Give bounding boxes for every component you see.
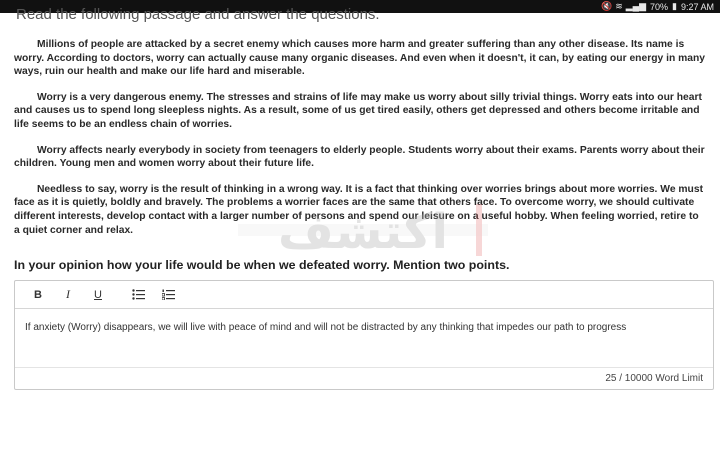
word-limit-footer — [15, 367, 713, 389]
passage-paragraph: Worry affects nearly everybody in society from teenagers to elderly people. Students worry about their exams. Parents worry about their children. Young men and women worry about their future life. — [14, 144, 705, 170]
underline-button[interactable]: U — [94, 288, 102, 301]
bulleted-list-icon[interactable] — [125, 285, 151, 305]
battery-icon: ▮ — [672, 1, 677, 11]
editor-toolbar — [15, 281, 713, 309]
reading-passage — [14, 38, 706, 249]
numbered-list-icon[interactable] — [155, 285, 181, 305]
status-icons — [601, 1, 646, 12]
answer-textarea[interactable]: If anxiety (Worry) disappears, we will live with peace of mind and will not be distracted by any thinking that impedes our path to progress — [25, 322, 627, 333]
page-heading: Read the following passage and answer the questions. — [16, 6, 380, 23]
clock: 9:27 AM — [680, 1, 714, 12]
question-text: In your opinion how your life would be when we defeated worry. Mention two points. — [14, 258, 510, 272]
word-count: 25 / 10000 Word Limit — [605, 373, 703, 384]
wifi-icon: ≋ — [615, 1, 623, 11]
answer-editor — [14, 280, 714, 390]
battery-level: 70% — [650, 1, 669, 12]
watermark-text: اكتشف — [278, 204, 448, 260]
bold-button[interactable]: B — [34, 288, 42, 301]
passage-paragraph: Millions of people are attacked by a secret enemy which causes more harm and greater suffering than any other disease. Its name is worry. According to doctors, worry can actually cause many organic diseases. And even when it doesn't, it can, by eating our energy in many ways, ruin our health and make our life hard and miserable. — [14, 39, 705, 78]
passage-paragraph: Worry is a very dangerous enemy. The stresses and strains of life may make us worry about silly trivial things. Worry eats into our heart and causes us to spend long sleepless nights. As a result, some of us get tired easily, others get depressed and others become irritable and life seems to be an endless chain of worries. — [14, 91, 702, 130]
signal-icon: ▂▄▆ — [625, 1, 646, 11]
passage-paragraph: Needless to say, worry is the result of thinking in a wrong way. It is a fact that thinking over worries brings about more worries. We must face as it is quietly, boldly and bravely. The problems a worrier faces are the same that others face. To overcome worry, we should cultivate different interests, develop contact with a larger number of persons and spend our leisure on a useful hobby. When feeling worried, retire to a quiet corner and relax. — [14, 183, 704, 236]
italic-button[interactable]: I — [66, 287, 70, 301]
mute-icon: 🔇 — [601, 1, 613, 11]
